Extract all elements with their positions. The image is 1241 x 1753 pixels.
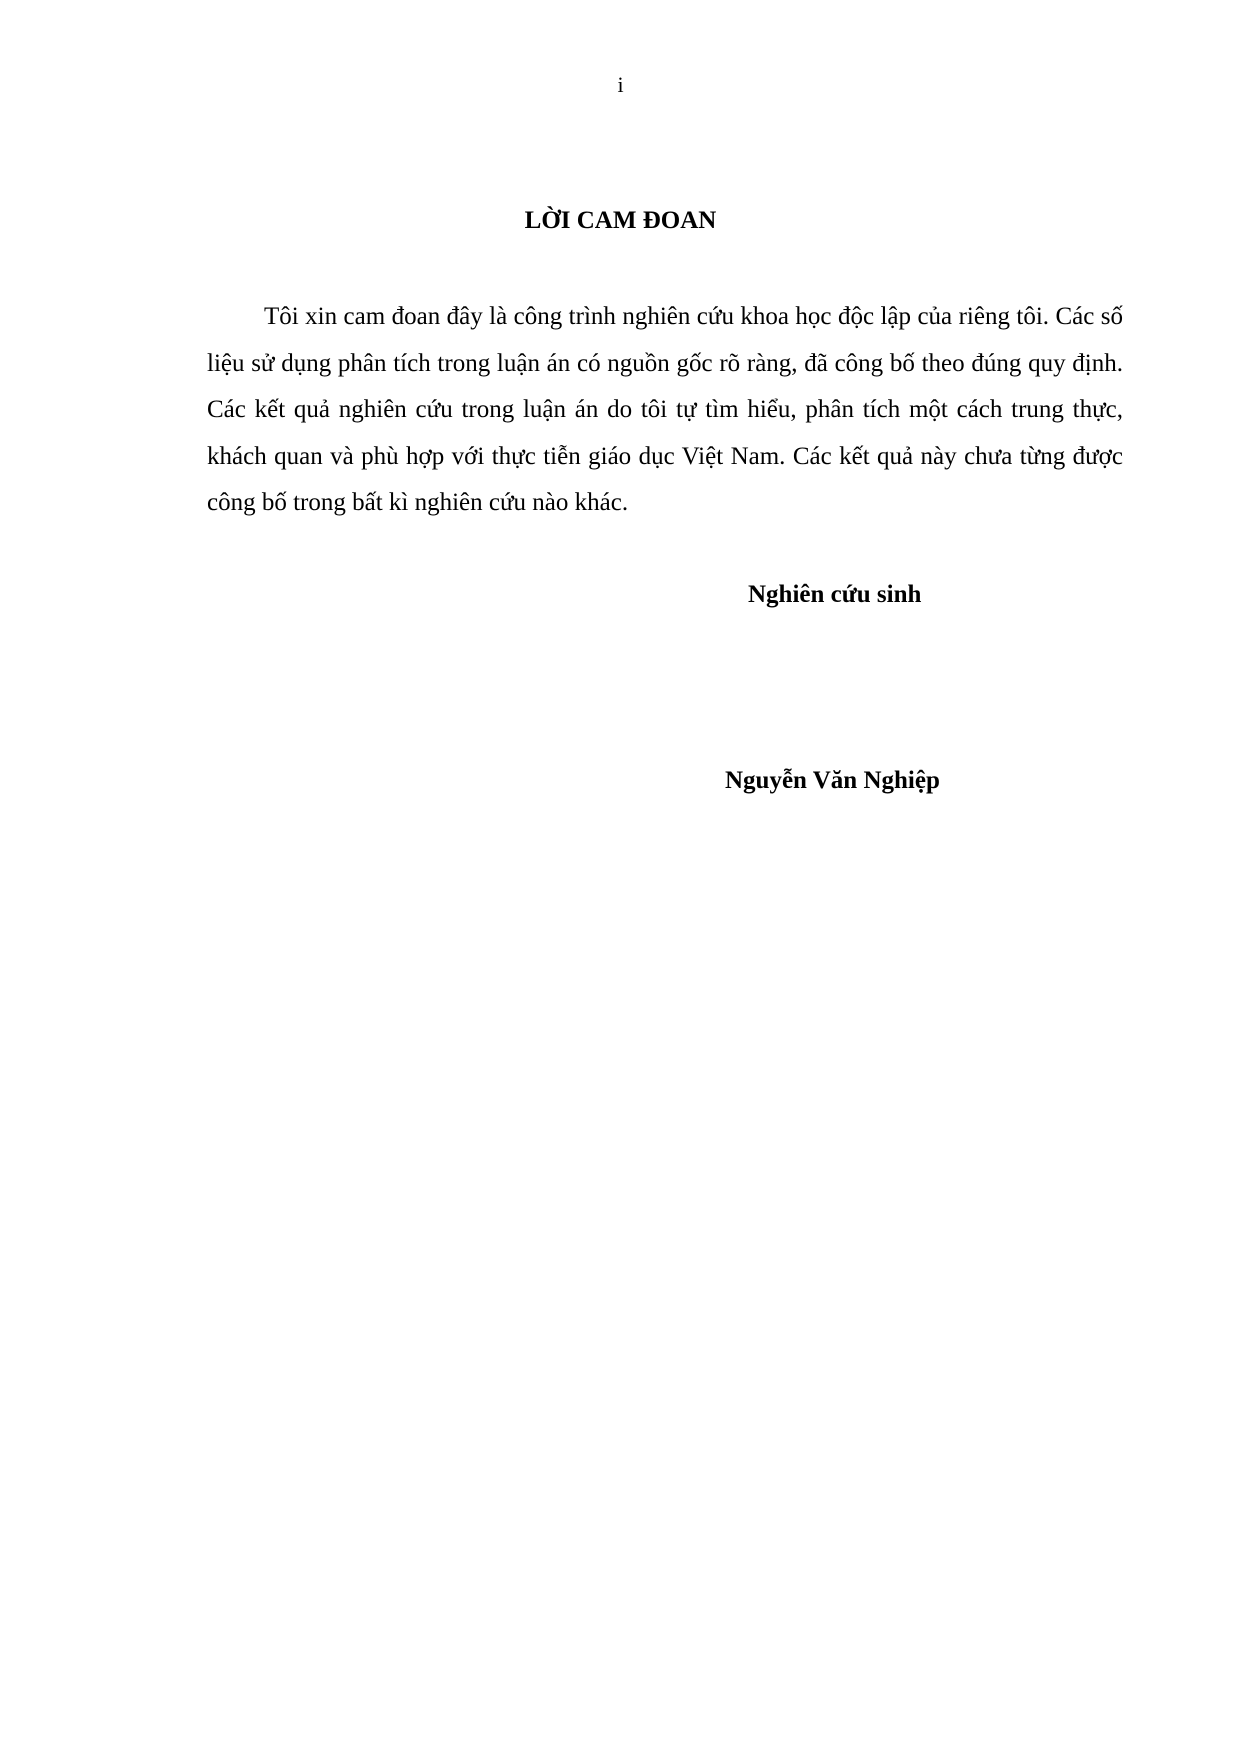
page-title: LỜI CAM ĐOAN xyxy=(524,207,717,234)
page-number: i xyxy=(617,72,624,97)
declaration-paragraph: Tôi xin cam đoan đây là công trình nghiên cứu khoa học độc lập của riêng tôi. Các số liệu sử dụng phân tích trong luận án có nguồn gốc rõ ràng, đã công bố theo đúng quy định. Các kết quả nghiên cứu trong luận án do tôi tự tìm hiểu, phân tích một cách trung thực, khách quan và phù hợp với thực tiễn giáo dục Việt Nam. Các kết quả này chưa từng được công bố trong bất kì nghiên cứu nào khác. xyxy=(207,303,1123,516)
signer-role: Nghiên cứu sinh xyxy=(748,581,922,608)
signer-name: Nguyễn Văn Nghiệp xyxy=(725,767,940,794)
